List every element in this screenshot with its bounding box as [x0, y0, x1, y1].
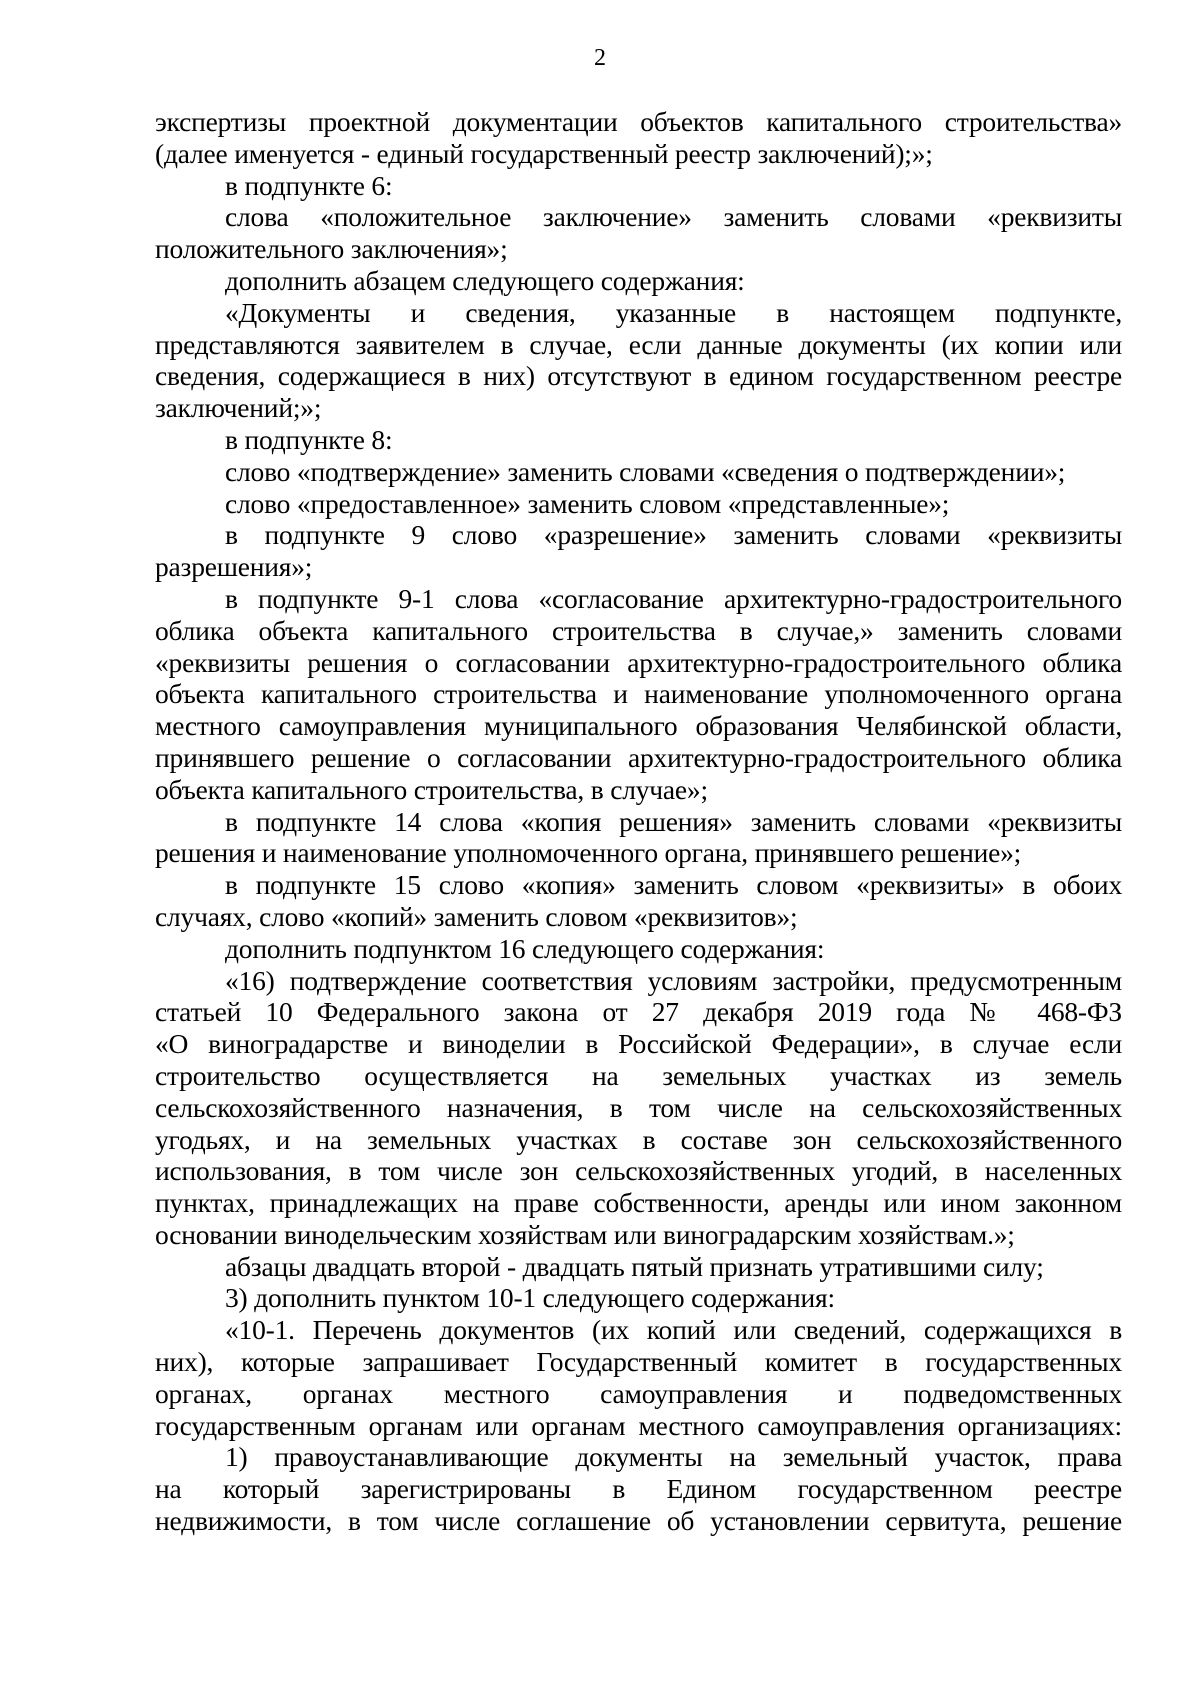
text-line-26: случаях, слово «копий» заменить словом «реквизитов»; [155, 900, 798, 932]
text-line-1: экспертизы проектной документации объектов капитального строительства» [155, 106, 1122, 137]
text-line-35: пунктах, принадлежащих на праве собственности, аренды или ином законном [155, 1187, 1122, 1219]
text-line-37: абзацы двадцать второй - двадцать пятый признать утратившими силу; [225, 1250, 1044, 1282]
text-line-17: облика объекта капитального строительства в случае,» заменить словами [155, 614, 1122, 646]
text-line-31: строительство осуществляется на земельных участках из земель [155, 1059, 1122, 1091]
text-line-6: дополнить абзацем следующего содержания: [225, 264, 745, 296]
text-line-45: недвижимости, в том числе соглашение об установлении сервитута, решение [155, 1505, 1122, 1537]
text-line-30: «О виноградарстве и виноделии в Российской Федерации», в случае если [155, 1028, 1122, 1060]
text-line-14: в подпункте 9 слово «разрешение» заменить словами «реквизиты [225, 519, 1122, 551]
text-line-36: основании винодельческим хозяйствам или виноградарским хозяйствам.»; [155, 1218, 1015, 1250]
text-line-4: слова «положительное заключение» заменить словами «реквизиты [225, 201, 1122, 233]
text-line-12: слово «подтверждение» заменить словами «сведения о подтверждении»; [225, 455, 1066, 487]
text-line-41: органах, органах местного самоуправления и подведомственных [155, 1377, 1122, 1409]
text-line-32: сельскохозяйственного назначения, в том числе на сельскохозяйственных [155, 1091, 1122, 1123]
text-line-5: положительного заключения»; [155, 233, 508, 265]
text-line-10: заключений;»; [155, 392, 322, 424]
text-line-13: слово «предоставленное» заменить словом «представленные»; [225, 487, 950, 519]
text-line-15: разрешения»; [155, 551, 313, 583]
text-line-40: них), которые запрашивает Государственный комитет в государственных [155, 1346, 1122, 1378]
text-line-27: дополнить подпунктом 16 следующего содержания: [225, 932, 825, 964]
text-line-39: «10-1. Перечень документов (их копий или сведений, содержащихся в [225, 1314, 1122, 1346]
page-number: 2 [594, 45, 606, 71]
text-line-24: решения и наименование уполномоченного органа, принявшего решение»; [155, 837, 1022, 869]
text-line-18: «реквизиты решения о согласовании архитектурно-градостроительного облика [155, 646, 1122, 678]
text-line-7: «Документы и сведения, указанные в настоящем подпункте, [225, 296, 1122, 328]
text-line-44: на который зарегистрированы в Едином государственном реестре [155, 1473, 1122, 1505]
text-line-42: государственным органам или органам местного самоуправления организациях: [155, 1409, 1122, 1441]
text-line-20: местного самоуправления муниципального образования Челябинской области, [155, 710, 1122, 742]
text-line-21: принявшего решение о согласовании архитектурно-градостроительного облика [155, 741, 1122, 773]
text-line-3: в подпункте 6: [225, 169, 393, 201]
text-line-11: в подпункте 8: [225, 423, 393, 455]
text-line-43: 1) правоустанавливающие документы на земельный участок, права [225, 1441, 1122, 1473]
text-line-28: «16) подтверждение соответствия условиям застройки, предусмотренным [225, 964, 1122, 996]
text-line-29: статьей 10 Федерального закона от 27 декабря 2019 года № 468-ФЗ [155, 996, 1122, 1028]
text-line-22: объекта капитального строительства, в случае»; [155, 773, 708, 805]
text-line-34: использования, в том числе зон сельскохозяйственных угодий, в населенных [155, 1155, 1122, 1187]
text-line-25: в подпункте 15 слово «копия» заменить словом «реквизиты» в обоих [225, 869, 1122, 901]
text-line-8: представляются заявителем в случае, если данные документы (их копии или [155, 328, 1122, 360]
text-line-38: 3) дополнить пунктом 10-1 следующего содержания: [225, 1282, 835, 1314]
document-body [155, 106, 1122, 1537]
text-line-33: угодьях, и на земельных участках в составе зон сельскохозяйственного [155, 1123, 1122, 1155]
text-line-2: (далее именуется - единый государственный реестр заключений);»; [155, 137, 933, 169]
text-line-19: объекта капитального строительства и наименование уполномоченного органа [155, 678, 1122, 710]
text-line-16: в подпункте 9-1 слова «согласование архитектурно-градостроительного [225, 582, 1122, 614]
text-line-23: в подпункте 14 слова «копия решения» заменить словами «реквизиты [225, 805, 1122, 837]
text-line-9: сведения, содержащиеся в них) отсутствуют в едином государственном реестре [155, 360, 1122, 392]
